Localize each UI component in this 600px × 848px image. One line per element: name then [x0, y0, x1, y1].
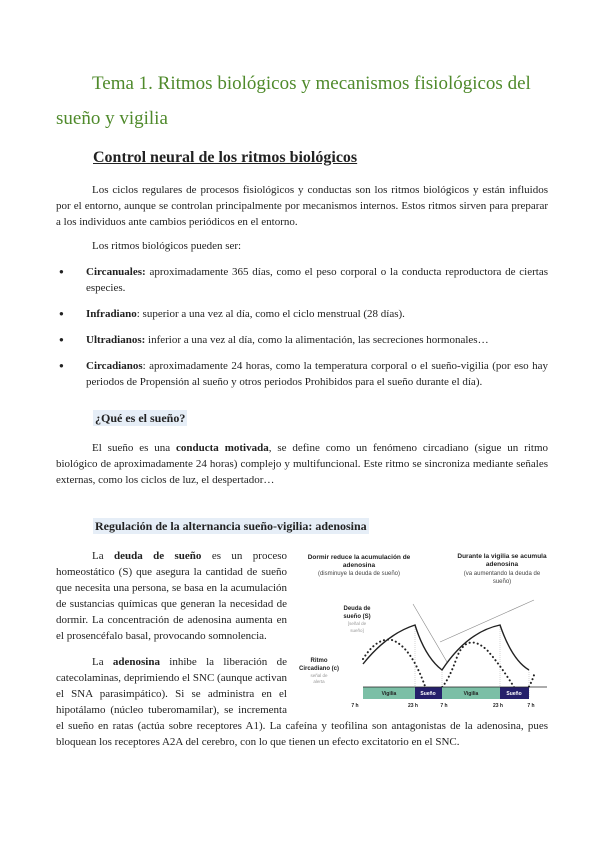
list-intro: Los ritmos biológicos pueden ser: — [92, 240, 242, 252]
fig-label-right: (va aumentando la deuda de — [463, 571, 541, 577]
section-heading-control-neural: Control neural de los ritmos biológicos — [93, 149, 358, 166]
bar-label: Vigilia — [463, 691, 479, 697]
deuda-label: sueño (S) — [343, 614, 371, 620]
section-heading-regulacion: Regulación de la alternancia sueño-vigilia: adenosina — [95, 519, 367, 533]
intro-paragraph: Los ciclos regulares de procesos fisiológicos y conductas son los ritmos biológicos y están influidos por el entorno, aunque se controlan principalmente por mecanismos internos. Estos ritmos sirven para preparar a los individuos ante cambios periódicos en el entorno. — [56, 184, 548, 228]
bar-label: Vigilia — [381, 691, 397, 697]
document-title: Tema 1. Ritmos biológicos y mecanismos fisiológicos del sueño y vigilia — [56, 73, 531, 129]
deuda-label: [señal de — [347, 621, 367, 626]
bold-text: deuda de sueño — [114, 550, 202, 562]
term: Circanuales: — [86, 266, 146, 278]
tick-label: 7 h — [527, 703, 535, 709]
deuda-label: sueño] — [350, 628, 364, 633]
fig-label-left: adenosina — [342, 562, 376, 569]
text: La — [92, 550, 114, 562]
ritmo-label: Ritmo — [310, 658, 328, 664]
ritmo-label: alerta — [313, 679, 325, 684]
term: Ultradianos: — [86, 334, 146, 346]
definition: aproximadamente 365 días, como el peso corporal o la conducta reproductora de ciertas especies. — [86, 266, 548, 294]
bar-label: Sueño — [506, 691, 522, 697]
tick-label: 23 h — [492, 703, 504, 709]
fig-label-left: Dormir reduce la acumulación de — [307, 554, 411, 561]
bold-text: conducta motivada — [176, 442, 269, 454]
text: La — [92, 656, 113, 668]
sleep-regulation-figure — [297, 542, 552, 712]
definition: inferior a una vez al día, como la alimentación, las secreciones hormonales… — [145, 334, 489, 346]
text: , se define como un fenómeno circadiano (sigue un ritmo biológico de aproximadamente 24 horas) complejo y multifuncional. Este ritmo se sincroniza mediante señales externas, como los ciclos de luz, el despertador… — [56, 442, 549, 486]
fig-label-left: (disminuye la deuda de sueño) — [317, 571, 401, 577]
section-heading-que-es-sueno: ¿Qué es el sueño? — [95, 411, 186, 425]
bar-label: Sueño — [420, 691, 436, 697]
definition: : superior a una vez al día, como el ciclo menstrual (28 días). — [136, 308, 405, 320]
rhythm-list — [56, 264, 548, 390]
list-item — [56, 306, 548, 322]
fig-label-right: sueño) — [492, 579, 512, 585]
text: El sueño es una — [92, 442, 177, 454]
term: Infradiano — [86, 308, 137, 320]
bold-text: adenosina — [112, 656, 160, 668]
fig-label-right: Durante la vigilia se acumula — [457, 553, 547, 560]
sleep-debt-curve — [363, 625, 529, 670]
definition: : aproximadamente 24 horas, como la temperatura corporal o el sueño-vigilia (por eso hay periodos de Propensión al sueño y otros periodos Prohibidos para el sueño durante el día). — [86, 360, 548, 388]
tick-label: 7 h — [351, 703, 359, 709]
section-heading-wrap — [93, 410, 548, 426]
fig-label-right: adenosina — [485, 561, 519, 568]
term: Circadianos — [86, 360, 143, 372]
text: es un proceso homeostático (S) que asegura la cantidad de sueño que necesita una persona, se basa en la acumulación de sustancias químicas que generan la necesidad de dormir. La concentración de adenosina aumenta en el prosencéfalo basal, provocando somnolencia. — [56, 550, 287, 642]
adenosine-section — [56, 548, 548, 750]
list-item — [56, 264, 548, 296]
sleep-definition-paragraph — [56, 440, 548, 488]
list-item — [56, 358, 548, 390]
deuda-label: Deuda de — [343, 606, 371, 612]
arrow-line — [440, 600, 534, 642]
ritmo-label: señal de — [310, 673, 328, 678]
tick-label: 7 h — [440, 703, 448, 709]
text: inhibe la liberación de catecolaminas, deprimiendo el SNC (aunque activan el SNA parasimpático). Si se administra en el hipotálamo (núcleo tuberomamilar), se incrementa el sueño en ratas (actúa sobre receptores A1). La cafeína y teofilina — [56, 656, 368, 732]
section-heading-wrap — [93, 518, 548, 534]
list-item — [56, 332, 548, 348]
ritmo-label: Circadiano (c) — [298, 666, 340, 672]
adenosine-paragraph-end: son antagonistas de la adenosina, pues bloquean los receptores A2A del cerebro, con lo que tienen un efecto excitatorio en el SNC. — [56, 720, 548, 748]
tick-label: 23 h — [407, 703, 419, 709]
